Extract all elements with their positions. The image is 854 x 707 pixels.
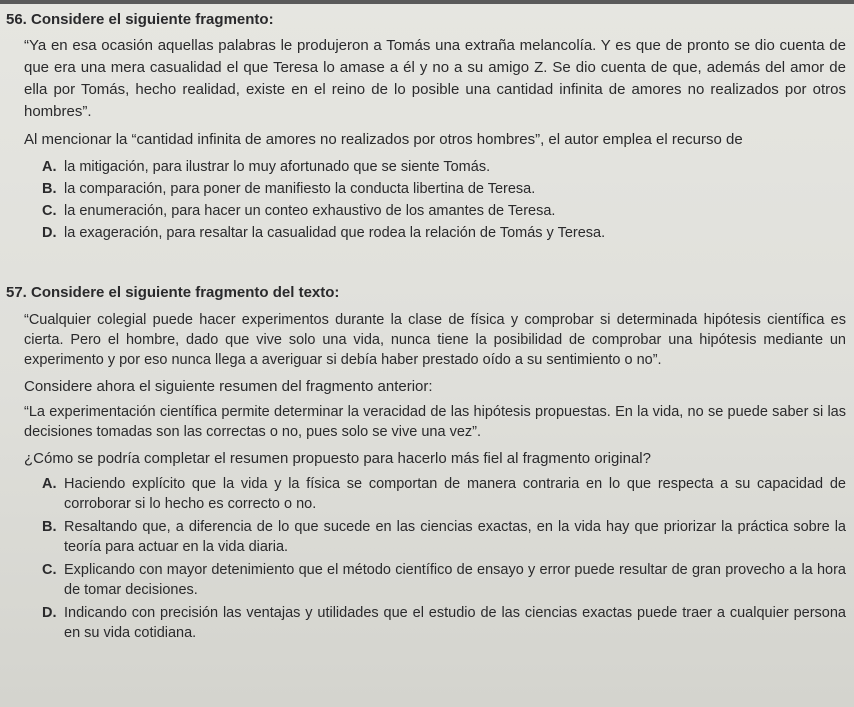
option-text: la enumeración, para hacer un conteo exhaustivo de los amantes de Teresa. <box>64 203 556 219</box>
option-b[interactable] <box>42 517 846 557</box>
option-letter: A. <box>42 476 57 492</box>
option-text: Haciendo explícito que la vida y la física se comportan de manera contraria en lo que respecta a su capacidad de corroborar si lo hecho es correcto o no. <box>64 476 846 512</box>
option-letter: C. <box>42 203 57 219</box>
option-text: Resaltando que, a diferencia de lo que sucede en las ciencias exactas, en la vida hay que priorizar la práctica sobre la teoría para actuar en la vida diaria. <box>64 519 846 555</box>
question-57 <box>6 283 846 646</box>
option-letter: B. <box>42 181 57 197</box>
option-text: Indicando con precisión las ventajas y utilidades que el estudio de las ciencias exactas puede traer a cualquier persona en su vida cotidiana. <box>64 605 846 641</box>
option-letter: A. <box>42 159 57 175</box>
option-c[interactable] <box>42 560 846 600</box>
option-text: la mitigación, para ilustrar lo muy afortunado que se siente Tomás. <box>64 159 491 175</box>
option-a[interactable] <box>42 157 846 177</box>
quoted-fragment: “Ya en esa ocasión aquellas palabras le produjeron a Tomás una extraña melancolía. Y es que de pronto se dio cuenta de que era una mera casualidad el que Teresa lo amase a él y no a su amigo Z. Se dio cuenta de que, además del amor de ella por Tomás, hecho realidad, existe en el reino de lo posible una cantidad infinita de amores no realizados por otros hombres”. <box>24 37 846 120</box>
option-b[interactable] <box>42 179 846 199</box>
option-text: la exageración, para resaltar la casualidad que rodea la relación de Tomás y Teresa. <box>64 225 606 241</box>
option-d[interactable] <box>42 223 846 243</box>
option-d[interactable] <box>42 603 846 643</box>
option-c[interactable] <box>42 201 846 221</box>
answer-options <box>6 157 846 243</box>
answer-options <box>6 474 846 643</box>
option-text: Explicando con mayor detenimiento que el método científico de ensayo y error puede resultar de gran provecho a la hora de tomar decisiones. <box>64 562 846 598</box>
question-56 <box>6 10 846 245</box>
question-title: 57. Considere el siguiente fragmento del texto: <box>6 284 340 301</box>
option-a[interactable] <box>42 474 846 514</box>
option-letter: B. <box>42 519 57 535</box>
option-letter: D. <box>42 225 57 241</box>
quoted-fragment: “Cualquier colegial puede hacer experimentos durante la clase de física y comprobar si determinada hipótesis científica es cierta. Pero el hombre, dado que vive solo una vida, nunca tiene la posibilidad de comprobar una hipótesis mediante un experimento y por eso nunca llega a averiguar si debía haber prestado oído a su sentimiento o no”. <box>24 312 846 368</box>
question-stem: ¿Cómo se podría completar el resumen propuesto para hacerlo más fiel al fragmento original? <box>24 450 651 467</box>
option-text: la comparación, para poner de manifiesto la conducta libertina de Teresa. <box>64 181 536 197</box>
question-stem: Al mencionar la “cantidad infinita de amores no realizados por otros hombres”, el autor emplea el recurso de <box>24 131 743 148</box>
option-letter: C. <box>42 562 57 578</box>
quoted-summary: “La experimentación científica permite determinar la veracidad de las hipótesis propuestas. En la vida, no se puede saber si las decisiones tomadas son las correctas o no, pues solo se vive una vez”. <box>24 404 846 440</box>
summary-intro: Considere ahora el siguiente resumen del fragmento anterior: <box>24 378 433 395</box>
page-top-edge <box>0 0 854 4</box>
option-letter: D. <box>42 605 57 621</box>
question-title: 56. Considere el siguiente fragmento: <box>6 11 274 28</box>
